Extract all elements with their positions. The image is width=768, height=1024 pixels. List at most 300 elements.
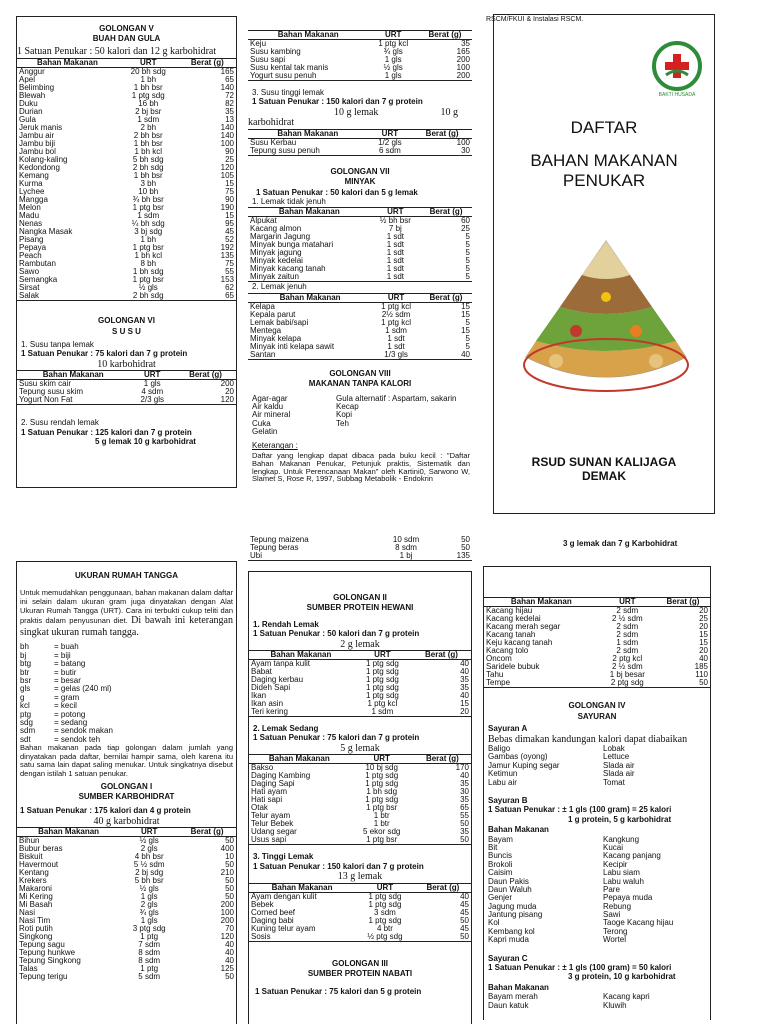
weight-cell: 20 xyxy=(412,708,471,717)
gol8-title1: GOLONGAN VIII xyxy=(329,368,391,378)
gol4-a-desc: Bebas dimakan kandungan kalori dapat diabaikan xyxy=(488,733,688,745)
weight-cell: 15 xyxy=(699,638,708,648)
urt-cell: 1 bh bsr xyxy=(133,171,163,181)
food-name-cell: Gula xyxy=(19,115,36,125)
urt-cell: 2 bh sdg xyxy=(132,163,164,173)
weight-cell: 35 xyxy=(460,779,469,789)
weight-cell: 62 xyxy=(225,283,234,293)
urt-cell: 1 ptg sdg xyxy=(368,915,402,925)
gol4-c-satuan: 1 Satuan Penukar : ± 1 gls (100 gram) = 50 kalori xyxy=(488,963,672,973)
weight-cell: 40 xyxy=(225,948,234,958)
food-name-cell: Margarin Jagung xyxy=(250,232,311,242)
weight-cell: 35 xyxy=(460,675,469,685)
food-name-cell: Makaroni xyxy=(19,884,52,894)
food-name-cell: Havermout xyxy=(19,860,59,870)
col-header: Berat (g) xyxy=(420,208,472,217)
food-name-cell: Babat xyxy=(251,667,272,677)
gol6-title2: S U S U xyxy=(112,326,141,336)
urt-cell: 1 ptg sdg xyxy=(365,771,399,781)
urt-cell: 1 sdt xyxy=(387,333,405,343)
food-name-cell: Roti putih xyxy=(19,924,53,934)
gol2-title1: GOLONGAN II xyxy=(333,593,387,602)
food-name-cell: Tepung terigu xyxy=(19,972,68,982)
food-name-cell: Jambu biji xyxy=(19,139,56,149)
cover-title-main xyxy=(494,151,714,190)
vegetable-item: Kapri muda xyxy=(488,935,529,945)
weight-cell: 65 xyxy=(179,292,236,301)
table-row xyxy=(17,284,236,292)
food-name-cell: Kacang kedelai xyxy=(486,614,541,624)
gol4-c-head: Bahan Makanan xyxy=(488,982,549,992)
weight-cell: 140 xyxy=(220,123,234,133)
weight-cell: 5 xyxy=(465,317,470,327)
urt-cell: 1 ptg sdg xyxy=(365,683,399,693)
vegetable-item: Labu waluh xyxy=(603,876,644,886)
table-row xyxy=(248,147,472,156)
gol2-s3-satuan: 1 Satuan Penukar : 150 kalori dan 7 g protein xyxy=(253,861,424,871)
cover-hospital-line1: RSUD SUNAN KALIJAGA xyxy=(531,455,677,469)
urt-cell: 2 bh xyxy=(140,123,157,133)
col-header: Bahan Makanan xyxy=(249,883,355,892)
col-header: Berat (g) xyxy=(415,883,471,892)
vegetable-item: Lobak xyxy=(603,744,625,754)
gol4-a-title: Sayuran A xyxy=(488,724,528,734)
urt-cell: 2 bj bsr xyxy=(135,107,162,117)
urt-cell: 1 ptg sdg xyxy=(365,691,399,701)
panel-golongan-iii-iv xyxy=(483,536,711,1024)
table-row xyxy=(484,671,710,679)
food-name-cell: Belimbing xyxy=(19,83,55,93)
table-row xyxy=(249,892,471,901)
gol7-satuan: 1 Satuan Penukar : 50 kalori dan 5 g lemak xyxy=(256,187,418,197)
weight-cell: 110 xyxy=(695,670,708,680)
food-name-cell: Daging Kambing xyxy=(251,771,311,781)
food-name-cell: Blewah xyxy=(19,91,46,101)
table-row xyxy=(17,92,236,100)
weight-cell: 40 xyxy=(420,351,472,360)
food-name-cell: Kurma xyxy=(19,179,43,189)
gol4-b-satuan2: 1 g protein, 5 g karbohidrat xyxy=(568,814,672,824)
vegetable-item: Labu siam xyxy=(603,868,640,878)
weight-cell: 125 xyxy=(220,964,234,974)
food-name-cell: Biskuit xyxy=(19,852,43,862)
vegetable-item: Bayam merah xyxy=(488,992,538,1002)
food-name-cell: Tepung Singkong xyxy=(19,956,81,966)
col-header: Berat (g) xyxy=(412,651,471,660)
vegetable-item: Kecipir xyxy=(603,859,628,869)
urt-cell: 1 bh bsr xyxy=(133,83,163,93)
food-name-cell: Nasi Tim xyxy=(19,916,51,926)
abbr-key: ptg xyxy=(20,709,32,719)
weight-cell: 30 xyxy=(412,147,472,156)
urt-cell: 5 ekor sdg xyxy=(363,827,401,837)
table-row xyxy=(17,180,236,188)
vegetable-item: Daun katuk xyxy=(488,1000,529,1010)
vegetable-item: Kembang kol xyxy=(488,926,535,936)
food-name-cell: Mentega xyxy=(250,325,282,335)
urt-cell: 1 gls xyxy=(143,379,161,389)
food-name-cell: Salak xyxy=(17,292,118,301)
weight-cell: 45 xyxy=(460,899,469,909)
table-row xyxy=(17,901,236,909)
urt-cell: 1 ptg sdg xyxy=(365,667,399,677)
table-row xyxy=(17,84,236,92)
urt-cell: 1 ptg sdg xyxy=(368,899,402,909)
table-row xyxy=(249,788,471,796)
food-name-cell: Usus sapi xyxy=(249,836,350,845)
abbr-value: = gram xyxy=(54,692,80,702)
urt-cell: 2 sdm xyxy=(616,630,639,640)
urt-cell: 2 sdm xyxy=(616,606,639,616)
food-name-cell: Ubi xyxy=(248,552,375,561)
food-name-cell: Mangga xyxy=(19,195,48,205)
table-row xyxy=(17,236,236,244)
urt-cell: 1 ptg bsr xyxy=(132,275,164,285)
table-row xyxy=(17,869,236,877)
table-row xyxy=(249,708,471,717)
urt-cell: 1 sdm xyxy=(137,211,160,221)
urt-cell: 1 sdm xyxy=(353,708,412,717)
gol4-c-items xyxy=(484,993,710,1010)
col-header: URT xyxy=(368,31,417,40)
col-header: Bahan Makanan xyxy=(248,31,368,40)
col-header: URT xyxy=(353,651,412,660)
gol4-b-head: Bahan Makanan xyxy=(488,825,549,835)
food-name-cell: Tahu xyxy=(486,670,504,680)
weight-cell: 100 xyxy=(220,908,234,918)
abbr-key: bh xyxy=(20,642,29,652)
food-name-cell: Telur Bebek xyxy=(251,819,294,829)
gol8-left xyxy=(252,395,336,437)
col-header: Berat (g) xyxy=(414,755,471,764)
food-name-cell: Sirsat xyxy=(19,283,40,293)
gol6-s1-karbo: 10 karbohidrat xyxy=(97,358,156,370)
gol6-table xyxy=(17,370,236,405)
gol5-title1: GOLONGAN V xyxy=(99,24,154,33)
weight-cell: 45 xyxy=(460,907,469,917)
urt-cell: 2 ptg sdg xyxy=(599,679,656,688)
weight-cell: 165 xyxy=(456,47,470,56)
food-name-cell: Bebek xyxy=(251,899,274,909)
food-name-cell: Telur ayam xyxy=(251,811,291,821)
weight-cell: 50 xyxy=(225,972,234,982)
urt-cell: ¾ gls xyxy=(383,47,403,56)
food-name-cell: Ikan asin xyxy=(251,699,284,709)
abbr-value: = sendok makan xyxy=(54,726,113,736)
table-row xyxy=(249,925,471,933)
col-header: Bahan Makanan xyxy=(249,651,353,660)
food-name-cell: Susu Kerbau xyxy=(250,137,297,147)
vegetable-item: Kol xyxy=(488,918,500,928)
gol4-b-title: Sayuran B xyxy=(488,796,528,806)
gol3-satuan: 1 Satuan Penukar : 75 kalori dan 5 g protein xyxy=(255,987,422,997)
weight-cell: 10 xyxy=(225,852,234,862)
urt-cell: 1 sdm xyxy=(616,638,639,648)
vegetable-item: Daun Waluh xyxy=(488,884,532,894)
gol1-cont-table xyxy=(248,536,472,561)
urt-cell: 1 bj xyxy=(375,552,436,561)
urt-cell: 10 bj sdg xyxy=(365,763,398,773)
abbr-value: = besar xyxy=(54,675,81,685)
food-name-cell: Kepala parut xyxy=(250,309,296,319)
weight-cell: 40 xyxy=(460,891,469,901)
urt-cell: 1 bj besar xyxy=(609,670,645,680)
vegetable-item: Kacang panjang xyxy=(603,851,661,861)
col-header: Berat (g) xyxy=(418,31,472,40)
vegetable-item: Wortel xyxy=(603,935,626,945)
gol8-ket: Daftar yang lengkap dapat dibaca pada buku kecil : "Daftar Bahan Makanan Penukar, Petunjuk praktis, Sistematik dan lengkap. Untuk Perencanaan Makan" oleh Kartini0, Sarwono W, Slamet S, Rose R, 1997, Subbag Metabolik - Endokrin xyxy=(252,450,470,484)
weight-cell: 5 xyxy=(465,248,470,258)
urt-title: UKURAN RUMAH TANGGA xyxy=(75,571,178,580)
weight-cell: 50 xyxy=(460,915,469,925)
urt-cell: ¼ bh sdg xyxy=(131,219,165,229)
urt-cell: ½ gls xyxy=(139,884,159,894)
urt-cell: 2 bh sdg xyxy=(118,292,179,301)
food-name-cell: Tepung hunkwe xyxy=(19,948,76,958)
table-row xyxy=(17,188,236,196)
weight-cell: 170 xyxy=(455,763,469,773)
weight-cell: 40 xyxy=(460,771,469,781)
urt-cell: 2 ½ sdm xyxy=(611,662,643,672)
weight-cell: 5 xyxy=(465,232,470,242)
vegetable-item: Pepaya muda xyxy=(603,893,653,903)
table-row xyxy=(248,343,472,351)
weight-cell: 90 xyxy=(225,147,234,157)
col-header: URT xyxy=(599,598,656,607)
urt-cell: 8 sdm xyxy=(138,948,161,958)
food-name-cell: Teri kering xyxy=(249,708,353,717)
gol5-table xyxy=(17,58,236,301)
table-row xyxy=(17,861,236,869)
gol7-title2: MINYAK xyxy=(344,177,376,187)
urt-cell: 1 sdt xyxy=(387,341,405,351)
weight-cell: 200 xyxy=(220,916,234,926)
urt-cell: 10 sdm xyxy=(392,536,420,544)
table-row xyxy=(249,836,471,845)
food-name-cell: Kentang xyxy=(19,868,49,878)
food-name-cell: Otak xyxy=(251,803,268,813)
urt-cell: 1 ptg sdg xyxy=(365,779,399,789)
weight-cell: 45 xyxy=(225,227,234,237)
weight-cell: 40 xyxy=(460,667,469,677)
weight-cell: 5 xyxy=(465,240,470,250)
weight-cell: 120 xyxy=(175,396,236,405)
weight-cell: 5 xyxy=(420,273,472,282)
gol7-rows1 xyxy=(248,217,472,282)
table-row xyxy=(248,72,472,81)
list-item: Cuka xyxy=(252,418,271,428)
urt-cell: 1 ptg kcl xyxy=(378,39,409,48)
vegetable-item: Jamur Kuping segar xyxy=(488,760,560,770)
urt-cell: 3 sdm xyxy=(374,907,396,917)
urt-p1 xyxy=(17,588,236,639)
weight-cell: 5 xyxy=(465,333,470,343)
weight-cell: 25 xyxy=(699,614,708,624)
food-name-cell: Kacang tanah xyxy=(486,630,536,640)
urt-cell: ½ ptg sdg xyxy=(355,933,415,942)
food-name-cell: Kacang almon xyxy=(250,224,302,234)
vegetable-item: Gambas (oyong) xyxy=(488,752,548,762)
table-row xyxy=(17,108,236,116)
food-name-cell: Udang segar xyxy=(251,827,297,837)
weight-cell: 100 xyxy=(220,139,234,149)
weight-cell: 50 xyxy=(415,933,471,942)
table-row xyxy=(17,957,236,965)
weight-cell: 52 xyxy=(225,235,234,245)
food-name-cell: Minyak kedelai xyxy=(250,256,303,266)
gol4-c-title: Sayuran C xyxy=(488,953,528,963)
food-name-cell: Pisang xyxy=(19,235,44,245)
weight-cell: 40 xyxy=(225,940,234,950)
logo-text: BAKTI HUSADA xyxy=(658,92,696,98)
urt-cell: 2 ptg kcl xyxy=(612,654,643,664)
food-name-cell: Alpukat xyxy=(250,216,277,226)
col-header: URT xyxy=(368,129,413,138)
food-name-cell: Jambu bol xyxy=(19,147,56,157)
gol8-list xyxy=(248,395,472,437)
weight-cell: 120 xyxy=(220,932,234,942)
urt-cell: 1 sdm xyxy=(385,325,407,335)
food-name-cell: Nangka Masak xyxy=(19,227,73,237)
table-row xyxy=(249,684,471,692)
abbr-key: kcl xyxy=(20,701,30,711)
urt-cell: 1 bh xyxy=(140,75,157,85)
col-header: URT xyxy=(120,828,178,837)
urt-cell: 1 sdt xyxy=(386,264,405,274)
abbr-key: bsr xyxy=(20,675,32,685)
weight-cell: 35 xyxy=(225,107,234,117)
weight-cell: 200 xyxy=(456,55,470,64)
food-name-cell: Bihun xyxy=(19,836,40,846)
weight-cell: 140 xyxy=(220,131,234,141)
urt-cell: 5 sdm xyxy=(138,972,161,982)
gol2-box xyxy=(248,571,472,1024)
gol2-s2: 2. Lemak Sedang xyxy=(253,724,319,734)
urt-cell: 1 gls xyxy=(140,916,158,926)
panel-urt-golongan-i xyxy=(16,561,237,1024)
abbr-key: btr xyxy=(20,667,30,677)
weight-cell: 90 xyxy=(225,195,234,205)
weight-cell: 82 xyxy=(225,99,234,109)
urt-cell: 1 ptg sdg xyxy=(368,891,402,901)
urt-cell: 2 sdm xyxy=(616,646,639,656)
urt-cell: 1 btr xyxy=(373,819,390,829)
food-name-cell: Yogurt Non Fat xyxy=(17,396,129,405)
urt-cell: 10 bh xyxy=(138,187,159,197)
list-item: Teh xyxy=(336,418,349,428)
milk-s3-satuan: 1 Satuan Penukar : 150 kalori dan 7 g protein xyxy=(252,97,423,107)
weight-cell: 70 xyxy=(225,924,234,934)
urt-cell: 5 bh sdg xyxy=(132,155,164,165)
gol8-right xyxy=(336,395,472,437)
gol4-b-items xyxy=(484,836,710,945)
food-name-cell: Dideh Sapi xyxy=(251,683,291,693)
table-row xyxy=(248,273,472,282)
gol8-title2: MAKANAN TANPA KALORI xyxy=(308,379,412,389)
cover-title-daftar: DAFTAR xyxy=(570,118,638,137)
food-name-cell: Jambu air xyxy=(19,131,55,141)
gol4-box xyxy=(483,566,711,1020)
urt-cell: 8 sdm xyxy=(138,956,161,966)
abbr-value: = gelas (240 ml) xyxy=(54,684,112,694)
weight-cell: 15 xyxy=(461,309,470,319)
weight-cell: 5 xyxy=(465,264,470,274)
gol6-s2-satuan: 1 Satuan Penukar : 125 kalori dan 7 g protein xyxy=(21,427,192,437)
weight-cell: 15 xyxy=(461,301,470,311)
weight-cell: 30 xyxy=(460,787,469,797)
abbr-value: = batang xyxy=(54,659,86,669)
urt-cell: 1 ptg sdg xyxy=(131,91,165,101)
weight-cell: 100 xyxy=(456,63,470,72)
gol5-satuan: 1 Satuan Penukar : 50 kalori dan 12 g karbohidrat xyxy=(17,45,217,57)
vegetable-item: Caisim xyxy=(488,868,513,878)
urt-p1-serif: Di bawah ini keterangan singkat ukuran rumah tangga. xyxy=(20,615,233,639)
food-name-cell: Kacang hijau xyxy=(486,606,533,616)
food-name-cell: Tepung maizena xyxy=(250,536,309,544)
gol4-c-satuan2: 3 g protein, 10 g karbohidrat xyxy=(568,972,676,982)
col-header: URT xyxy=(371,208,420,217)
abbr-value: = potong xyxy=(54,709,86,719)
abbr-key: g xyxy=(20,692,25,702)
food-name-cell: Kemang xyxy=(19,171,49,181)
urt-cell: 1 sdt xyxy=(386,248,405,258)
gol1-title1: GOLONGAN I xyxy=(100,781,153,791)
cover-hospital xyxy=(494,455,714,484)
table-row xyxy=(17,196,236,204)
table-row xyxy=(249,796,471,804)
list-item: Agar-agar xyxy=(252,393,288,403)
food-name-cell: Sawo xyxy=(19,267,40,277)
food-name-cell: Daging kerbau xyxy=(251,675,304,685)
table-row xyxy=(17,100,236,108)
vegetable-item: Sawi xyxy=(603,910,621,920)
weight-cell: 190 xyxy=(220,203,234,213)
gol6-rows xyxy=(17,380,236,405)
urt-cell: 1 ptg bsr xyxy=(132,243,164,253)
food-name-cell: Susu skim cair xyxy=(19,379,72,389)
gol2-s3-lemak: 13 g lemak xyxy=(337,871,383,883)
weight-cell: 15 xyxy=(699,630,708,640)
table-row xyxy=(17,204,236,212)
abbr-value: = sendok teh xyxy=(54,734,101,744)
gol2-s1-lemak: 2 g lemak xyxy=(340,638,380,650)
col-header: URT xyxy=(350,755,414,764)
panel-golongan-v-vi xyxy=(16,16,237,488)
weight-cell: 75 xyxy=(225,187,234,197)
food-name-cell: Krekers xyxy=(19,876,47,886)
table-row xyxy=(17,845,236,853)
food-name-cell: Pepaya xyxy=(19,243,47,253)
vegetable-item: Buncis xyxy=(488,851,513,861)
panel-golongan-ii-iii xyxy=(248,536,472,1024)
gol3-rows xyxy=(484,607,710,688)
weight-cell: 165 xyxy=(220,67,234,77)
food-name-cell: Oncom xyxy=(486,654,512,664)
food-name-cell: Duku xyxy=(19,99,38,109)
gol3-tail: 3 g lemak dan 7 g Karbohidrat xyxy=(563,539,678,548)
urt-cell: 1 sdt xyxy=(371,273,420,282)
weight-cell: 13 xyxy=(225,115,234,125)
food-name-cell: Durian xyxy=(19,107,43,117)
vegetable-item: Terong xyxy=(603,926,628,936)
gol4-title2: SAYURAN xyxy=(577,711,617,721)
list-item: Kecap xyxy=(336,401,359,411)
food-name-cell: Semangka xyxy=(19,275,58,285)
table-row xyxy=(17,228,236,236)
food-name-cell: Ikan xyxy=(251,691,267,701)
gol7-table1 xyxy=(248,207,472,282)
gol1-cont-rows xyxy=(248,536,472,561)
